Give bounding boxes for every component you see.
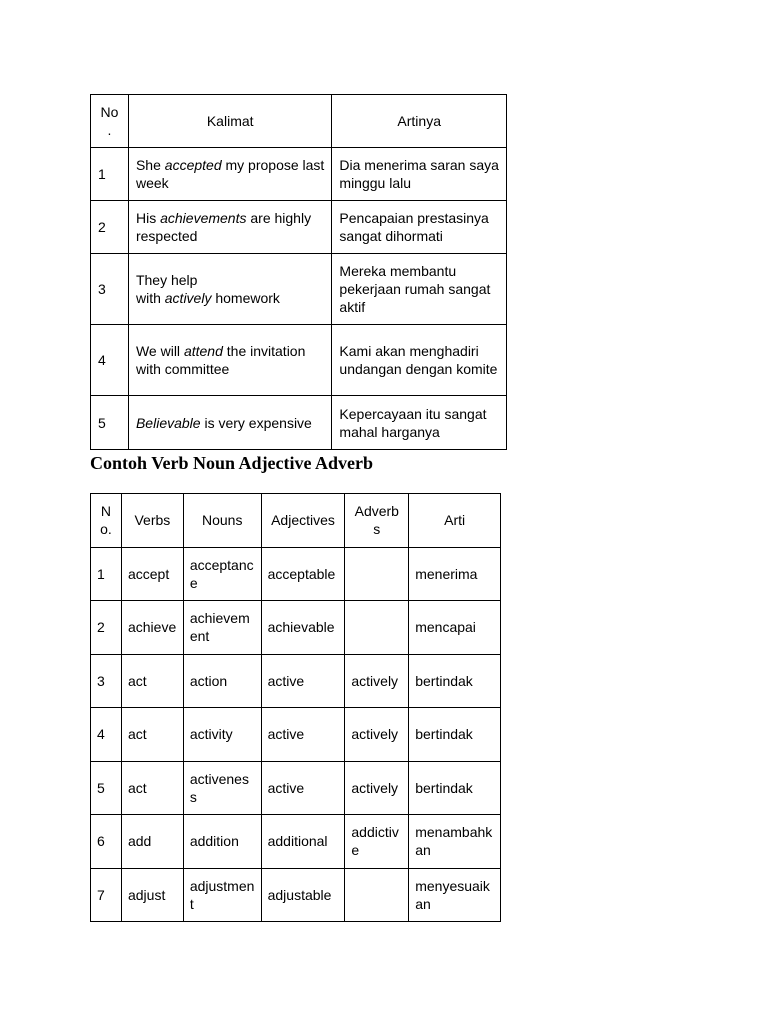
row-number: 1 (91, 547, 122, 601)
row-number: 5 (91, 396, 129, 450)
noun-cell: activity (183, 708, 261, 762)
adverb-cell (345, 547, 409, 601)
table-row (91, 601, 501, 655)
row-number: 1 (91, 148, 129, 201)
row-number: 2 (91, 201, 129, 254)
table-row (91, 868, 501, 922)
table-row (91, 148, 507, 201)
meaning-cell: bertindak (409, 654, 501, 708)
header-artinya: Artinya (332, 95, 507, 148)
header-verbs: Verbs (121, 494, 183, 548)
noun-cell: action (183, 654, 261, 708)
adjective-cell: additional (261, 815, 345, 869)
header-adverbs: Adverbs (345, 494, 409, 548)
row-number: 5 (91, 761, 122, 815)
verb-cell: add (121, 815, 183, 869)
table-row (91, 547, 501, 601)
header-kalimat: Kalimat (128, 95, 331, 148)
adverb-cell: actively (345, 708, 409, 762)
meaning-cell: bertindak (409, 761, 501, 815)
adverb-cell (345, 868, 409, 922)
meaning-cell: Dia menerima saran saya minggu lalu (332, 148, 507, 201)
table-row (91, 761, 501, 815)
table-row (91, 254, 507, 325)
noun-cell: addition (183, 815, 261, 869)
meaning-cell: bertindak (409, 708, 501, 762)
adjective-cell: active (261, 654, 345, 708)
adverb-cell: actively (345, 761, 409, 815)
adjective-cell: adjustable (261, 868, 345, 922)
header-arti: Arti (409, 494, 501, 548)
sentence-table (90, 94, 507, 450)
sentence-cell: We will attend the invitation with committee (128, 325, 331, 396)
noun-cell: acceptance (183, 547, 261, 601)
header-no: No . (91, 95, 129, 148)
adverb-cell: actively (345, 654, 409, 708)
verb-cell: act (121, 654, 183, 708)
table-row (91, 654, 501, 708)
row-number: 3 (91, 254, 129, 325)
table-row (91, 201, 507, 254)
verb-cell: act (121, 761, 183, 815)
header-adjectives: Adjectives (261, 494, 345, 548)
verb-cell: adjust (121, 868, 183, 922)
noun-cell: activeness (183, 761, 261, 815)
verb-cell: accept (121, 547, 183, 601)
sentence-cell: His achievements are highly respected (128, 201, 331, 254)
adjective-cell: active (261, 761, 345, 815)
meaning-cell: menambahkan (409, 815, 501, 869)
row-number: 6 (91, 815, 122, 869)
header-nouns: Nouns (183, 494, 261, 548)
noun-cell: adjustment (183, 868, 261, 922)
meaning-cell: Kami akan menghadiri undangan dengan komite (332, 325, 507, 396)
adjective-cell: active (261, 708, 345, 762)
meaning-cell: mencapai (409, 601, 501, 655)
verb-cell: achieve (121, 601, 183, 655)
sentence-cell: They help with actively homework (128, 254, 331, 325)
meaning-cell: menerima (409, 547, 501, 601)
row-number: 7 (91, 868, 122, 922)
meaning-cell: Pencapaian prestasinya sangat dihormati (332, 201, 507, 254)
adverb-cell (345, 601, 409, 655)
adverb-cell: addictive (345, 815, 409, 869)
word-forms-table (90, 493, 501, 922)
section-heading: Contoh Verb Noun Adjective Adverb (90, 453, 374, 473)
table-row (91, 708, 501, 762)
table-header-row (91, 494, 501, 548)
sentence-cell: She accepted my propose last week (128, 148, 331, 201)
adjective-cell: achievable (261, 601, 345, 655)
row-number: 2 (91, 601, 122, 655)
table-row (91, 325, 507, 396)
row-number: 4 (91, 325, 129, 396)
noun-cell: achievement (183, 601, 261, 655)
table-row (91, 396, 507, 450)
meaning-cell: menyesuaikan (409, 868, 501, 922)
sentence-cell: Believable is very expensive (128, 396, 331, 450)
adjective-cell: acceptable (261, 547, 345, 601)
header-no: No. (91, 494, 122, 548)
row-number: 4 (91, 708, 122, 762)
table-header-row (91, 95, 507, 148)
meaning-cell: Kepercayaan itu sangat mahal harganya (332, 396, 507, 450)
table-row (91, 815, 501, 869)
row-number: 3 (91, 654, 122, 708)
verb-cell: act (121, 708, 183, 762)
meaning-cell: Mereka membantu pekerjaan rumah sangat aktif (332, 254, 507, 325)
